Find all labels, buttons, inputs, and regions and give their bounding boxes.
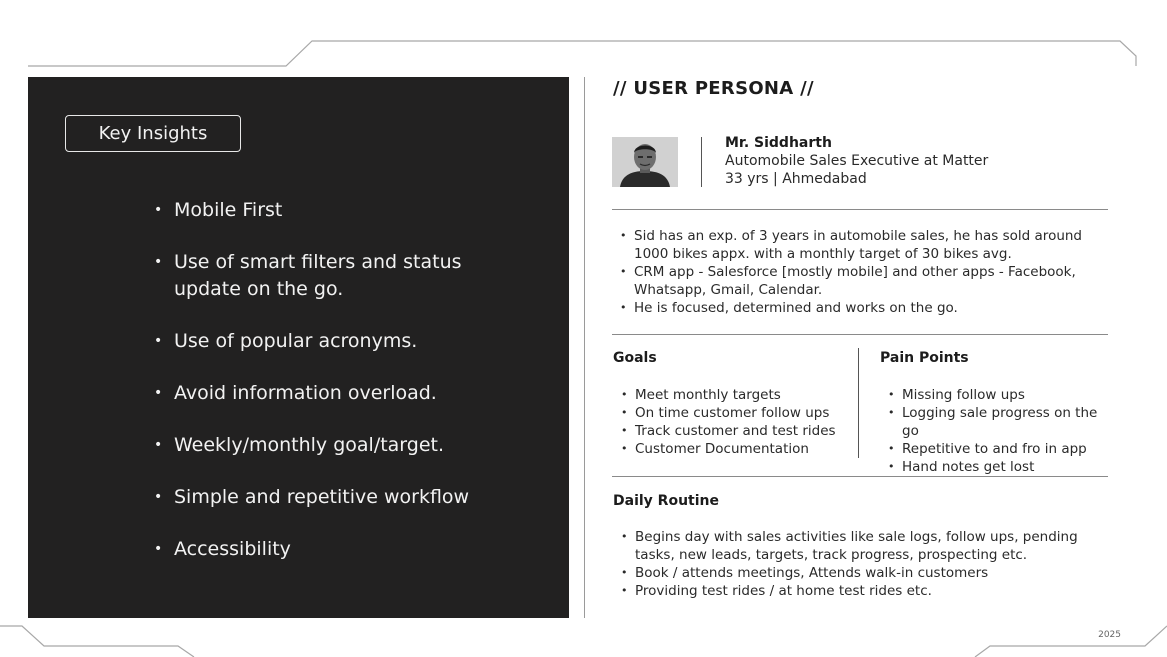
persona-avatar	[612, 137, 678, 187]
summary-item: • He is focused, determined and works on the go.	[620, 299, 1110, 317]
persona-summary-list	[620, 227, 1110, 317]
top-frame-line	[28, 41, 1136, 66]
key-insights-panel	[28, 77, 569, 618]
insight-item: • Accessibility	[154, 536, 534, 563]
pain-point-item: • Logging sale progress on the go	[888, 404, 1118, 440]
pain-point-item: • Repetitive to and fro in app	[888, 440, 1118, 458]
insight-item: • Use of popular acronyms.	[154, 328, 534, 355]
section-divider	[612, 334, 1108, 335]
goals-title: Goals	[613, 350, 657, 366]
key-insights-list	[154, 197, 534, 563]
summary-item: • Sid has an exp. of 3 years in automobile sales, he has sold around 1000 bikes appx. with a monthly target of 30 bikes avg.	[620, 227, 1110, 263]
insight-item: • Simple and repetitive workflow	[154, 484, 534, 511]
pain-point-item: • Missing follow ups	[888, 386, 1118, 404]
routine-item: • Book / attends meetings, Attends walk-in customers	[621, 564, 1111, 582]
goal-item: • Track customer and test rides	[621, 422, 851, 440]
insight-item: • Use of smart filters and status update on the go.	[154, 249, 534, 303]
bottom-right-frame-line	[975, 626, 1167, 657]
goals-pain-divider	[858, 348, 859, 458]
daily-routine-title: Daily Routine	[613, 493, 719, 509]
goal-item: • Meet monthly targets	[621, 386, 851, 404]
persona-name: Mr. Siddharth	[725, 135, 832, 151]
column-divider	[584, 77, 585, 618]
pain-point-item: • Hand notes get lost	[888, 458, 1118, 476]
bottom-left-frame-line	[0, 626, 194, 657]
insight-item: • Weekly/monthly goal/target.	[154, 432, 534, 459]
insight-item: • Mobile First	[154, 197, 534, 224]
persona-title: // USER PERSONA //	[613, 78, 814, 99]
footer-year: 2025	[1098, 630, 1121, 640]
pain-points-list	[888, 386, 1118, 476]
section-divider	[612, 476, 1108, 477]
goal-item: • Customer Documentation	[621, 440, 851, 458]
key-insights-title: Key Insights	[65, 115, 241, 152]
pain-points-title: Pain Points	[880, 350, 969, 366]
insight-item: • Avoid information overload.	[154, 380, 534, 407]
routine-item: • Providing test rides / at home test rides etc.	[621, 582, 1111, 600]
section-divider	[612, 209, 1108, 210]
profile-divider	[701, 137, 702, 187]
goal-item: • On time customer follow ups	[621, 404, 851, 422]
persona-meta: 33 yrs | Ahmedabad	[725, 171, 867, 187]
person-photo-icon	[612, 137, 678, 187]
routine-item: • Begins day with sales activities like sale logs, follow ups, pending tasks, new leads, targets, track progress, prospecting etc.	[621, 528, 1111, 564]
persona-profile	[725, 134, 988, 188]
goals-list	[621, 386, 851, 458]
persona-role: Automobile Sales Executive at Matter	[725, 153, 989, 169]
summary-item: • CRM app - Salesforce [mostly mobile] and other apps - Facebook, Whatsapp, Gmail, Calendar.	[620, 263, 1110, 299]
daily-routine-list	[621, 528, 1111, 600]
